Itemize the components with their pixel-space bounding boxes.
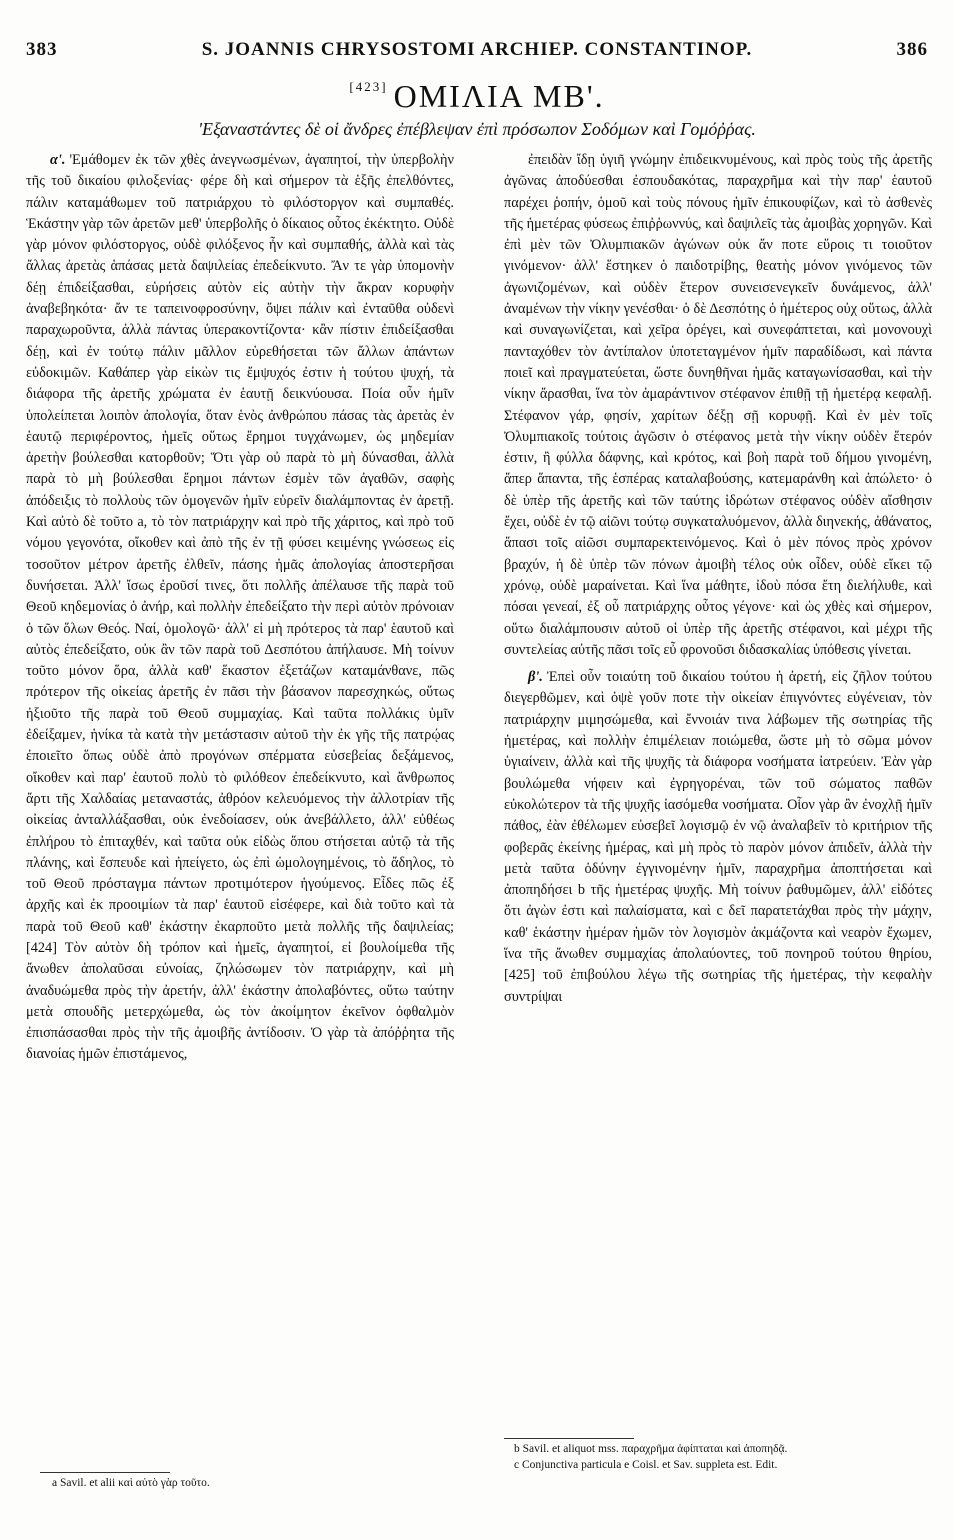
footnote-b: b Savil. et aliquot mss. παραχρῆμα ἀφίπταται καὶ ἀποπηδᾷ. — [514, 1443, 788, 1455]
running-title: S. JOANNIS CHRYSOSTOMI ARCHIEP. CONSTANTINOP. — [201, 39, 753, 60]
page-number-right: 386 — [896, 39, 928, 60]
paragraph-continuation: ἐπειδὰν ἴδῃ ὑγιῆ γνώμην ἐπιδεικνυμένους, καὶ πρὸς τοὺς τῆς ἀρετῆς ἀγῶνας ἀποδύεσθαι ἐσπουδακότας, παραχρῆμα καὶ τὴν παρ' ἑαυτοῦ παρέχει ῥοπήν, ὁμοῦ καὶ τοὺς πόνους ἡμῖν ἐπικουφίζων, καὶ τὸ ἀσθενὲς τῆς ἡμετέρας φύσεως ἐπιῤῥωννύς, καὶ δαψιλεῖς τὰς ἀμοιβὰς χορηγῶν. Καὶ ἐπὶ μὲν τῶν Ὀλυμπιακῶν ἀγώνων οὐκ ἄν ποτε εὕροις τι τοιοῦτον γινόμενον· ἀλλ' ἕστηκεν ὁ παιδοτρίβης, θεατὴς μόνον γινόμενος τῶν ἀγωνιζομένων, καὶ οὐδὲν ἕτερον συνεισενεγκεῖν δυνάμενος, ἀλλ' ἀναμένων τὴν νίκην γενέσθαι· ὁ δὲ Δεσπότης ὁ ἡμέτερος οὐχ οὕτως, ἀλλὰ καὶ συναγωνίζεται, καὶ χεῖρα ὀρέγει, καὶ συνεφάπτεται, καὶ μονονουχὶ πανταχόθεν τὸν ἀντίπαλον ὑποτεταγμένον ἡμῖν παραδίδωσι, καὶ πάντα ποιεῖ καὶ πραγματεύεται, ὥστε δυνηθῆναι ἡμᾶς καταγωνίσασθαι, καὶ τὴν νίκην ἄρασθαι, ἵνα τὸν ἀμαράντινον στέφανον ἐπιθῇ τῇ ἡμετέρᾳ κεφαλῇ. Στέφανον γάρ, φησίν, χαρίτων δέξῃ σῇ κορυφῇ. Καὶ ἐν μὲν τοῖς Ὀλυμπιακοῖς τούτοις ἀγῶσιν ὁ στέφανος μετὰ τὴν νίκην οὐδὲν ἕτερόν ἐστιν, ἢ φύλλα δάφνης, καὶ κρότος, καὶ βοὴ παρὰ τοῦ δήμου γινομένη, ἅπερ ἅπαντα, τῆς ἑσπέρας καταλαβούσης, κατεμαράνθη καὶ ἀπώλετο· ὁ δὲ ὑπὲρ τῆς ἀρετῆς καὶ τῶν ταύτης ἱδρώτων στέφανος οὐδὲν αἴσθησιν ἔχει, οὐδὲ ἐν τῷ αἰῶνι τούτῳ συγκαταλυόμενον, ἀλλὰ διηνεκής, ἀθάνατος, ἅπασι τοῖς αἰῶσι συμπαρεκτεινόμενος. Καὶ ὁ μὲν πόνος πρὸς χρόνον βραχύν, ἡ δὲ ὑπὲρ τῶν πόνων ἀμοιβὴ τέλος οὐκ οἶδεν, οὐδὲ εἴκει τῷ χρόνῳ, οὐδὲ μαραίνεται. Καὶ ἵνα μάθητε, ἰδοὺ πόσα ἔτη διελήλυθε, καὶ πόσαι γενεαί, ἐξ οὗ πατριάρχης οὗτος γέγονε· καὶ ὡς χθὲς καὶ σήμερον, οὕτω διαλάμπουσιν αὐτοῦ οἱ ὑπὲρ τῆς ἀρετῆς στέφανοι, καὶ μέχρι τῆς συντελείας αὐτῆς πᾶσι τοῖς εὖ φρονοῦσι διδασκαλίας ὑπόθεσις γίνεται. — [504, 152, 932, 658]
right-column — [504, 150, 932, 1430]
footnote-rule-left — [40, 1472, 170, 1473]
paragraph-beta-text: Ἐπεὶ οὖν τοιαύτη τοῦ δικαίου τούτου ἡ ἀρετή, εἰς ζῆλον τούτου διεγερθῶμεν, καὶ ὀψὲ γοῦν ποτε τὴν οἰκείαν ἐπιγνόντες εὐγένειαν, τὸν πατριάρχην μιμησώμεθα, καὶ ἔννοιάν τινα λάβωμεν τῆς σωτηρίας τῆς ἡμετέρας, καὶ πολλὴν ἐπιμέλειαν ποιώμεθα, ὥστε μὴ τὸ σῶμα μόνον ὑγιαίνειν, ἀλλὰ καὶ τῆς ψυχῆς τὰ διάφορα νοσήματα ἰατρεύειν. Ἐὰν γὰρ βουλώμεθα νήφειν καὶ ἐγρηγορέναι, τῶν τοῦ σώματος παθῶν εὐκολώτερον τὰ τῆς ψυχῆς ἰασόμεθα νοσήματα. Οἷον γὰρ ἂν ἐνοχλῇ ἡμῖν πάθος, ἐὰν ἐθέλωμεν εὐσεβεῖ λογισμῷ ἐν νῷ ἀναλαβεῖν τὸ κριτήριον τῆς φοβερᾶς ἐκείνης ἡμέρας, καὶ μὴ πρὸς τὸ παρὸν μόνον ἀπιδεῖν, ἀλλὰ τὴν μετὰ ταῦτα ὀδύνην ἐγγινομένην ἡμῖν, παραχρῆμα ἀποπτήσεται καὶ ἀποπηδήσει b τῆς ἡμετέρας ψυχῆς. Μὴ τοίνυν ῥαθυμῶμεν, ἀλλ' εἰδότες ὅτι ἀγὼν ἐστι καὶ παλαίσματα, καὶ c δεῖ παρατετάχθαι πρὸς τὴν μάχην, καθ' ἑκάστην ἡμέραν ἡμῶν τὸν λογισμὸν ἀκμάζοντα καὶ νεαρὸν ἔχωμεν, ἵνα τῆς ἄνωθεν συμμαχίας ἀπολαύοντες, τοῦ πονηροῦ τούτου θηρίου, [425] τοῦ ἐπιβούλου λέγω τῆς σωτηρίας τῆς ἡμετέρας, τὴν κεφαλὴν συντρίψαι — [504, 669, 932, 1005]
paragraph-alpha — [26, 150, 454, 1066]
footnote-rule-right — [504, 1438, 634, 1439]
section-label-alpha: α'. — [50, 152, 66, 168]
running-head — [26, 36, 928, 64]
paragraph-alpha-text: 'Εμάθομεν ἐκ τῶν χθὲς ἀνεγνωσμένων, ἀγαπητοί, τὴν ὑπερβολὴν τῆς τοῦ δικαίου φιλοξενίας· φέρε δὴ καὶ σήμερον τὰ ἑξῆς ἐπελθόντες, πάλιν καταμάθωμεν τοῦ πατριάρχου τὸ φιλόστοργον καὶ συμπαθές. Ἑκάστην γὰρ τῶν ἀρετῶν μεθ' ὑπερβολῆς ὁ δίκαιος οὗτος ἐκέκτητο. Οὐδὲ γὰρ μόνον φιλόστοργος, οὐδὲ φιλόξενος ἦν καὶ συμπαθής, ἀλλὰ καὶ τὰς ἄλλας ἀρετὰς ἁπάσας μετὰ δαψιλείας ἐπεδείκνυτο. Ἄν τε γὰρ ὑπομονὴν δέῃ ἐπιδείξασθαι, εὑρήσεις αὐτὸν εἰς αὐτὴν τὴν ἄκραν κορυφὴν ἀναβεβηκότα· ἄν τε ταπεινοφροσύνην, ὄψει πάλιν καὶ ἐνταῦθα οὐδενὶ παραχωροῦντα, ἀλλὰ πάντας ὑπερακοντίζοντα· κἂν πίστιν ἐπιδείξασθαι δέῃ, καὶ ἐν τούτῳ πάλιν μᾶλλον εὑρεθήσεται τῶν ἄλλων ἁπάντων εὐδοκιμῶν. Καθάπερ γὰρ εἰκὼν τις ἔμψυχός ἐστιν ἡ τούτου ψυχή, τὰ διάφορα τῆς ἀρετῆς χρώματα ἐν ἑαυτῇ δεικνύουσα. Ποία οὖν ἡμῖν ὑπολείπεται λοιπὸν ἀπολογία, ὅταν ἑνὸς ἀνθρώπου πάσας τὰς ἀρετὰς ἐν ἑαυτῷ περιφέροντος, ἡμεῖς οὕτως ἔρημοι τυγχάνωμεν, ὡς μηδεμίαν ἀρετὴν βούλεσθαι κατορθοῦν; Ὅτι γὰρ οὐ παρὰ τὸ μὴ δύνασθαι, ἀλλὰ παρὰ τὸ μὴ βούλεσθαι ἔρημοι πάντων ἐσμὲν τῶν ἀγαθῶν, σαφὴς ἀπόδειξις τὸ πολλοὺς τῶν ὁμογενῶν ἡμῖν εὑρεῖν διαλάμποντας ἐν ἀρετῇ. Καὶ αὐτὸ δὲ τοῦτο a, τὸ τὸν πατριάρχην καὶ πρὸ τῆς χάριτος, καὶ πρὸ τοῦ νόμου γεγονότα, οἴκοθεν καὶ ἀπὸ τῆς ἐν τῇ φύσει κειμένης γνώσεως εἰς τοσοῦτον μέτρον ἀρετῆς ἐλθεῖν, πάσης ἡμᾶς ἀπολογίας ἀποστερῆσαι δυνήσεται. Ἀλλ' ἴσως ἐροῦσί τινες, ὅτι πολλῆς ἀπέλαυσε τῆς παρὰ τοῦ Θεοῦ κηδεμονίας ὁ ἀνήρ, καὶ πολλὴν ἐπεδείξατο τὴν περὶ αὐτὸν πρόνοιαν ὁ τῶν ὅλων Θεός. Ναί, ὁμολογῶ· ἀλλ' εἰ μὴ πρότερος τὰ παρ' ἑαυτοῦ καὶ αὐτὸς ἐπεδείξατο, οὐκ ἂν τῶν παρὰ τοῦ Δεσπότου ἀπήλαυσε. Μὴ τοίνυν τοῦτο μόνον ὅρα, ἀλλὰ καθ' ἕκαστον ἐξετάζων καταμάνθανε, πῶς πρότερον τῆς οἰκείας ἀρετῆς ἐν πᾶσι τὴν βάσανον παρεσχηκώς, οὕτως ἠξιοῦτο τῆς παρὰ τοῦ Θεοῦ συμμαχίας. Καὶ ταῦτα πολλάκις ὑμῖν ἐδείξαμεν, ἡνίκα τὰ κατὰ τὴν μετάστασιν αὐτοῦ τὴν ἐκ γῆς τῆς πατρῴας ἐποιεῖτο ὅπως οὐδὲ ἀπὸ προγόνων σπέρματα εὐσεβείας δεξάμενος, οἴκοθεν καὶ παρ' ἑαυτοῦ πολὺ τὸ φιλόθεον ἐπεδείκνυτο, καὶ ἄνθρωπος ἄρτι τῆς Χαλδαίας μεταναστάς, ἀθρόον κελευόμενος τὴν ἀλλοτρίαν τῆς οἰκείας ἀνταλλάξασθαι, οὐκ ἐνεδοίασεν, οὐκ ἀνεβάλλετο, ἀλλ' εὐθέως ἐπλήρου τὸ ἐπιταχθέν, καὶ ταῦτα οὐκ εἰδὼς ὅπου στήσεται αὐτῷ τὰ τῆς πλάνης, καὶ ἔσπευδε καὶ ἠπείγετο, ὡς ἐπὶ ὡμολογημένοις, τὸ ἄδηλος, τὸ τοῦ Θεοῦ πρόσταγμα πάντων προτιμότερον ἡγούμενος. Εἶδες πῶς ἐξ ἀρχῆς καὶ ἐκ προοιμίων τὰ παρ' ἑαυτοῦ εἰσέφερε, καὶ διὰ τοῦτο καὶ τὰ παρὰ τοῦ Θεοῦ καθ' ἑκάστην ἐκαρποῦτο μετὰ πολλῆς τῆς δαψιλείας; [424] Τὸν αὐτὸν δὴ τρόπον καὶ ἡμεῖς, ἀγαπητοί, εἰ βουλοίμεθα τῆς ἄνωθεν ἀπολαῦσαι εὐνοίας, ζηλώσωμεν τὸν πατριάρχην, καὶ μὴ ἀναδυώμεθα πρὸς τὴν ἀρετήν, ἀλλ' ἑκάστην ἀπολαβόντες, οὕτω ταύτην μετὰ σπουδῆς μετερχώμεθα, ὡς τὸν ἀκοίμητον ἐκεῖνον ὀφθαλμὸν ἐπισπάσασθαι πρὸς τὴν τῆς ἀμοιβῆς ἀντίδοσιν. Ὁ γὰρ τὰ ἀπόῤῥητα τῆς διανοίας ἡμῶν ἐπιστάμενος, — [26, 152, 454, 1063]
footnote-c: c Conjunctiva particula e Coisl. et Sav. suppleta est. Edit. — [514, 1459, 778, 1471]
homily-title: ΟΜΙΛΙΑ ΜΒ'. — [393, 78, 605, 114]
paragraph-beta — [504, 667, 932, 1008]
section-label-beta: β'. — [528, 669, 543, 686]
left-column — [26, 150, 454, 1466]
page-number-left: 383 — [26, 39, 58, 60]
homily-title-line — [0, 78, 954, 115]
page-marker: [423] — [349, 79, 388, 94]
homily-heading — [0, 78, 954, 140]
footnote-a: a Savil. et alii καὶ αὐτὸ γὰρ τοῦτο. — [52, 1477, 210, 1489]
homily-lemma: 'Εξαναστάντες δὲ οἱ ἄνδρες ἐπέβλεψαν ἐπὶ πρόσωπον Σοδόμων καὶ Γομόῤῥας. — [198, 119, 756, 139]
